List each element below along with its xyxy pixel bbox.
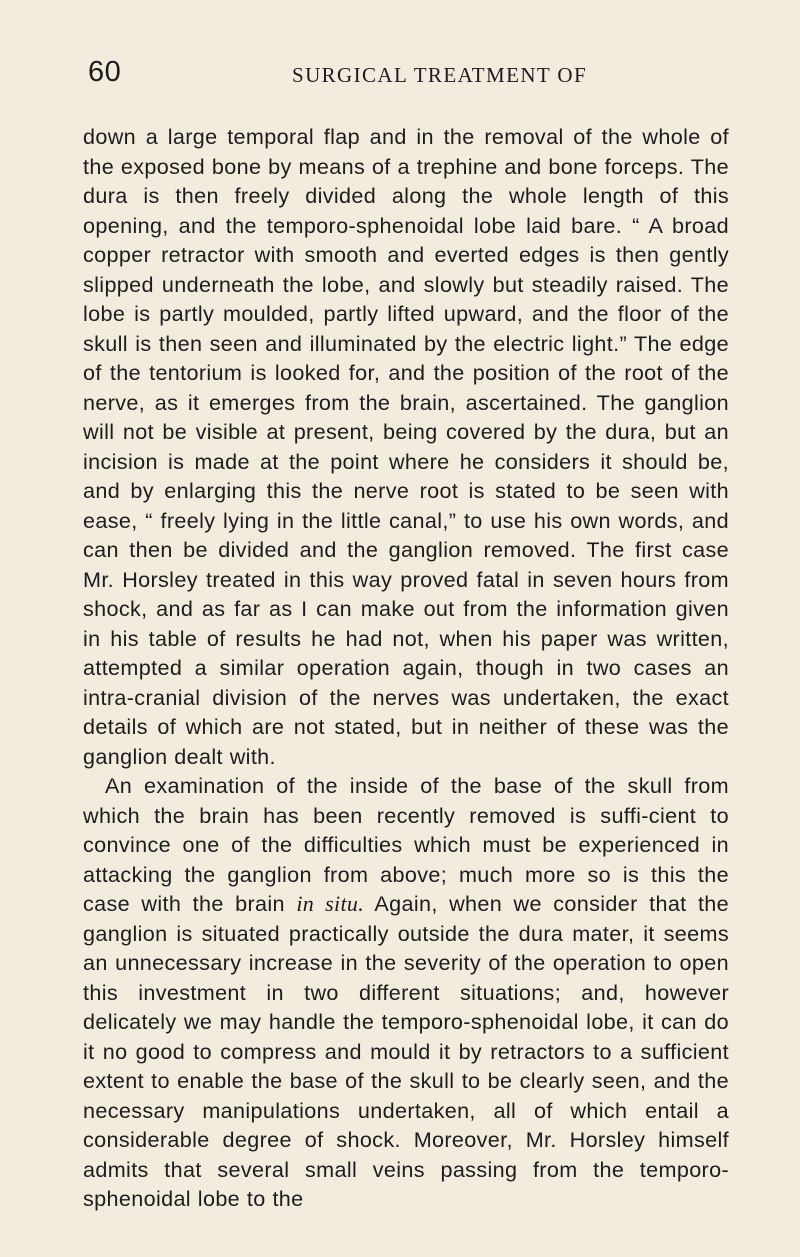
paragraph-2-text-before-italic: An examination of the inside of the base of the skull from which the brain has been recently removed is suffi-cient to convince one of the difficulties which must be experienced in attacking the ganglion from above; much more so is this the case with the brain bbox=[83, 773, 729, 916]
running-title: SURGICAL TREATMENT OF bbox=[292, 63, 588, 87]
italic-phrase: in situ. bbox=[296, 891, 365, 916]
paragraph-1: down a large temporal flap and in the removal of the whole of the exposed bone by means of a trephine and bone forceps. The dura is then freely divided along the whole length of this opening, and the temporo-sphenoidal lobe laid bare. “ A broad copper retractor with smooth and everted edges is then gently slipped underneath the lobe, and slowly but steadily raised. The lobe is partly moulded, partly lifted upward, and the floor of the skull is then seen and illuminated by the electric light.” The edge of the tentorium is looked for, and the position of the root of the nerve, as it emerges from the brain, ascertained. The ganglion will not be visible at present, being covered by the dura, but an incision is made at the point where he considers it should be, and by enlarging this the nerve root is stated to be seen with ease, “ freely lying in the little canal,” to use his own words, and can then be divided and the ganglion removed. The first case Mr. Horsley treated in this way proved fatal in seven hours from shock, and as far as I can make out from the information given in his table of results he had not, when his paper was written, attempted a similar operation again, though in two cases an intra-cranial division of the nerves was undertaken, the exact details of which are not stated, but in neither of these was the ganglion dealt with. bbox=[83, 124, 729, 769]
paragraph-2-text-after-italic: Again, when we consider that the ganglion is situated practically outside the dura mater, it seems an unnecessary increase in the severity of the operation to open this investment in two different situations; and, however delicately we may handle the temporo-sphenoidal lobe, it can do it no good to compress and mould it by retractors to a sufficient extent to enable the base of the skull to be clearly seen, and the necessary manipulations undertaken, all of which entail a considerable degree of shock. Moreover, Mr. Horsley himself admits that several small veins passing from the temporo-sphenoidal lobe to the bbox=[83, 891, 730, 1211]
paragraph-2 bbox=[83, 771, 729, 1214]
running-head bbox=[0, 52, 800, 92]
page-number: 60 bbox=[88, 56, 122, 88]
body-text bbox=[83, 122, 729, 1214]
